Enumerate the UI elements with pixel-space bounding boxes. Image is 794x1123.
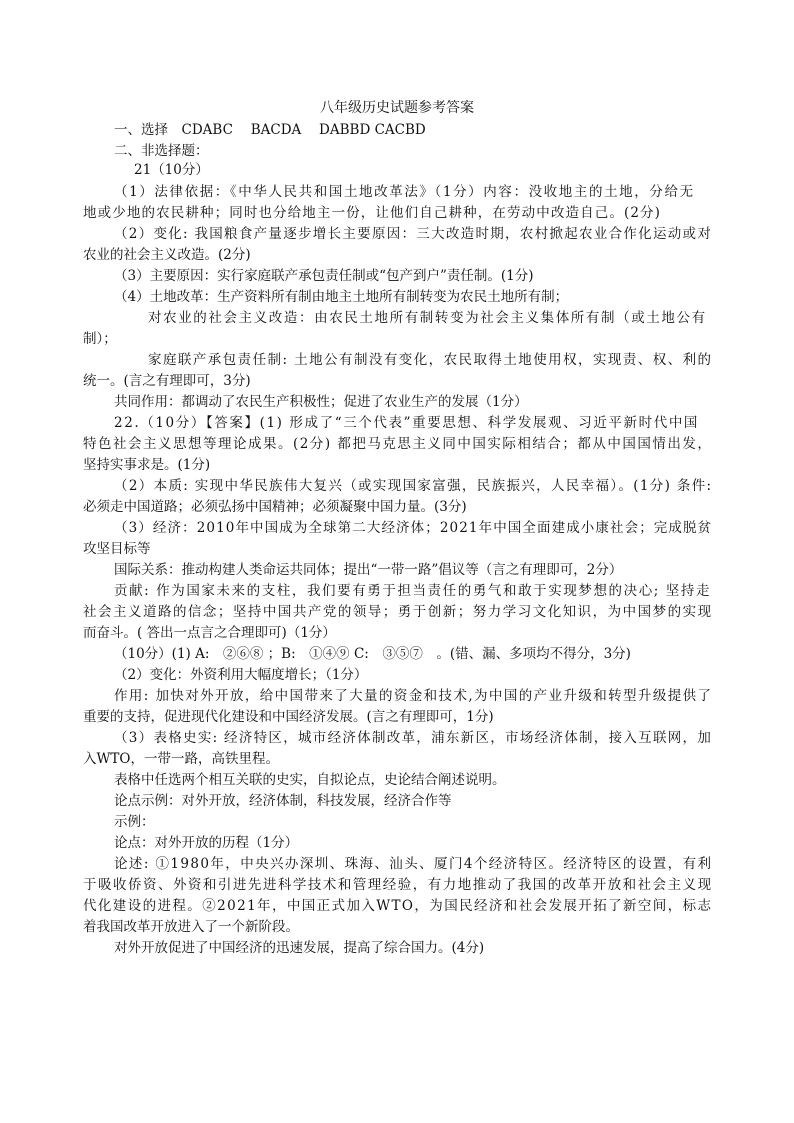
text-line: （2）变化：外资利用大幅度增长；（1分） <box>114 667 368 683</box>
text-line: 家庭联产承包责任制: 土地公有制没有变化，农民取得土地使用权，实现责、权、利的 <box>148 352 713 368</box>
text-line: 必须走中国道路；必须弘扬中国精神；必须凝聚中国力量。(3分) <box>83 499 467 515</box>
text-line: 着我国改革开放进入了一个新阶段。 <box>83 919 299 935</box>
text-line: 对农业的社会主义改造：由农民土地所有制转变为社会主义集体所有制（或土地公有 <box>148 310 707 326</box>
text-line: 共同作用：都调动了农民生产积极性；促进了农业生产的发展（1分） <box>114 394 528 410</box>
text-line: 而奋斗。( 答出一点言之合理即可)（1分） <box>83 625 336 641</box>
text-line: 21（10分） <box>134 162 209 178</box>
text-line: （3）表格史实: 经济特区，城市经济体制改革，浦东新区，市场经济体制，接入互联网，加 <box>114 730 713 746</box>
text-line: 重要的支持，促进现代化建设和中国经济发展。(言之有理即可，1分) <box>83 709 494 725</box>
text-line: 制）； <box>83 331 117 347</box>
text-line: （2）本质: 实现中华民族伟大复兴（或实现国家富强，民族振兴，人民幸福）。(1分) 条件: <box>114 478 713 494</box>
text-line: （4）土地改革：生产资料所有制由地主土地所有制转变为农民土地所有制； <box>114 289 569 305</box>
text-line: 论点示例：对外开放，经济体制，科技发展，经济合作等 <box>114 793 452 809</box>
text-line: 论述: ①1980年，中央兴办深圳、珠海、汕头、厦门4个经济特区。经济特区的设置，有利 <box>114 856 713 872</box>
text-line: 论点：对外开放的历程（1分） <box>114 835 299 851</box>
text-line: 入WTO，一带一路，高铁里程。 <box>83 751 279 767</box>
text-line: （3）经济：2010年中国成为全球第二大经济体；2021年中国全面建成小康社会；完成脱贫 <box>114 520 713 536</box>
text-line: （3）主要原因：实行家庭联产承包责任制或“包产到户”责任制。(1分) <box>114 268 534 284</box>
text-line: 二、非选择题： <box>114 143 209 159</box>
text-line: 特色社会主义思想等理论成果。(2分) 都把马克思主义同中国实际相结合；都从中国国情出发， <box>83 436 713 452</box>
text-line: 坚持实事求是。(1分) <box>83 457 211 473</box>
text-line: 示例： <box>114 814 155 830</box>
text-line: 统一。(言之有理即可，3分) <box>83 373 251 389</box>
text-line: 国际关系：推动构建人类命运共同体；提出“一带一路”倡议等（言之有理即可，2分） <box>114 562 623 578</box>
page-title: 八年级历史试题参考答案 <box>320 100 474 116</box>
text-line: 贡献: 作为国家未来的支柱，我们要有勇于担当责任的勇气和敢于实现梦想的决心; 坚持走 <box>114 583 712 599</box>
text-line: 于吸收侨资、外资和引进先进科学技术和管理经验，有力地推动了我国的改革开放和社会主义现 <box>83 877 713 893</box>
text-line: 对外开放促进了中国经济的迅速发展，提高了综合国力。(4分) <box>114 940 485 956</box>
text-line: 作用: 加快对外开放，给中国带来了大量的资金和技术,为中国的产业升级和转型升级提供了 <box>114 688 713 704</box>
text-line: 农业的社会主义改造。(2分) <box>83 247 251 263</box>
text-line: （2）变化: 我国粮食产量逐步增长主要原因：三大改造时期，农村掀起农业合作化运动或对 <box>114 226 713 242</box>
text-line: 地或少地的农民耕种；同时也分给地主一份，让他们自己耕种，在劳动中改造自己。(2分) <box>83 205 662 221</box>
text-line: （1）法律依据：《中华人民共和国土地改革法》（1分）内容：没收地主的土地，分给无 <box>114 184 695 200</box>
text-line: 代化建设的进程。②2021年，中国正式加入WTO，为国民经济和社会发展开拓了新空间，标志 <box>83 898 713 914</box>
text-line: 攻坚目标等 <box>83 541 151 557</box>
text-line: 一、选择 CDABC BACDA DABBD CACBD <box>114 122 426 138</box>
text-line: 表格中任选两个相互关联的史实，自拟论点，史论结合阐述说明。 <box>114 772 506 788</box>
text-line: （10分）(1) A: ②⑥⑧ ；B: ①④⑨ C: ③⑤⑦ 。(错、漏、多项均不得分，3分) <box>114 646 631 662</box>
text-line: 22.（10分）【答案】(1) 形成了“三个代表”重要思想、科学发展观、习近平新时代中国 <box>114 415 700 431</box>
text-line: 社会主义道路的信念；坚持中国共产党的领导；勇于创新；努力学习文化知识，为中国梦的实现 <box>83 604 713 620</box>
